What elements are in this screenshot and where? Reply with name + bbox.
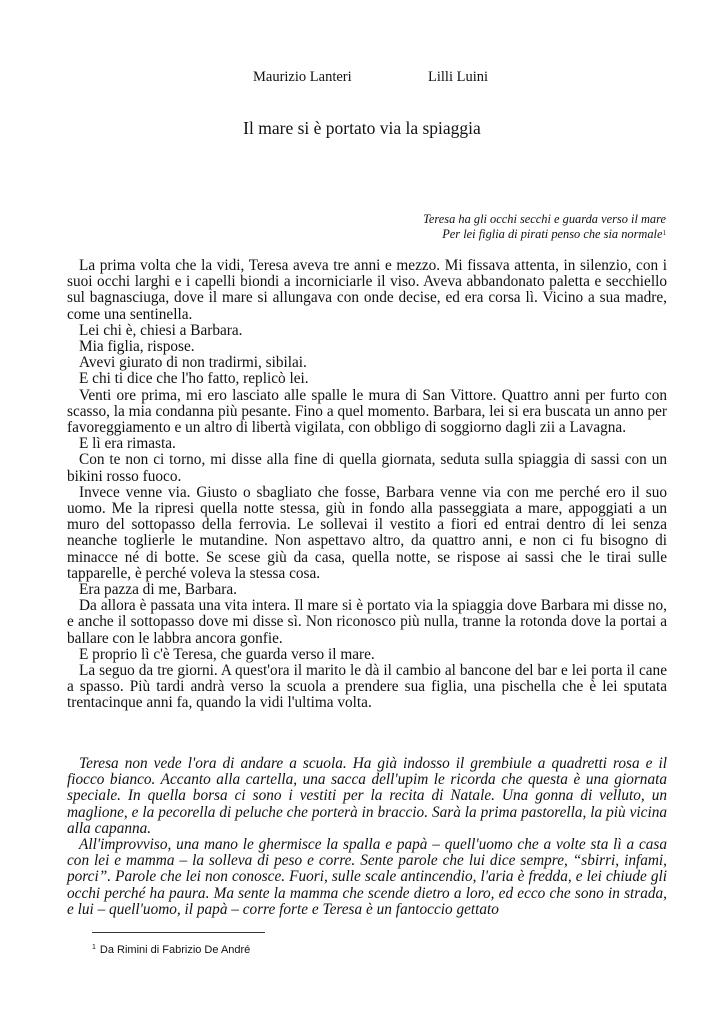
footnote	[92, 942, 250, 958]
footnote-mark: 1	[92, 944, 96, 951]
paragraph: Lei chi è, chiesi a Barbara.	[79, 321, 243, 339]
paragraph: E lì era rimasta.	[79, 435, 176, 453]
italic-paragraph: Teresa non vede l'ora di andare a scuola. Ha già indosso il grembiule a quadretti rosa e il fiocco bianco. Accanto alla cartella, una sacca dell'upim le ricorda che questa è una giornata speciale. In quella borsa ci sono i vestiti per la recita di Natale. Una gonna di velluto, un maglione, e la pecorella di peluche che porterà in braccio. Sarà la prima pastorella, la più vicina alla capanna.	[67, 755, 667, 837]
paragraph: La seguo da tre giorni. A quest'ora il marito le dà il cambio al bancone del bar e lei porta il cane a spasso. Più tardi andrà verso la scuola a prendere sua figlia, una pischella che è lei sputata trentacinque anni fa, quando la vidi l'ultima volta.	[67, 662, 667, 712]
document-title: Il mare si è portato via la spiaggia	[243, 118, 481, 138]
epigraph	[423, 212, 666, 242]
paragraph: Avevi giurato di non tradirmi, sibilai.	[79, 354, 307, 372]
author-name: Lilli Luini	[428, 69, 489, 85]
paragraph: Mia figlia, rispose.	[79, 338, 195, 356]
italic-paragraph: All'improvviso, una mano le ghermisce la spalla e papà – quell'uomo che a volte sta lì a casa con lei e mamma – la solleva di peso e corre. Sente parole che lui dice sempre, “sbirri, infami, porci”. Parole che lei non conosce. Fuori, sulle scale antincendio, l'aria è fredda, e lei chiude gli occhi perché ha paura. Ma sente la mamma che scende dietro a loro, ed ecco che sono in strada, e lui – quell'uomo, il papà – corre forte e Teresa è un fantoccio gettato	[67, 836, 667, 918]
paragraph: Invece venne via. Giusto o sbagliato che fosse, Barbara venne via con me perché ero il suo uomo. Me la ripresi quella notte stessa, giù in fondo alla passeggiata a mare, appoggiati a un muro del sottopasso della ferrovia. Le sollevai il vestito a fiori ed entrai dentro di lei senza neanche toglierle le mutandine. Non aspettavo altro, da quattro anni, e non ci fu bisogno di minacce né di botte. Se scese giù da casa, quella notte, se rispose ai sassi che le tirai sulle tapparelle, è perché voleva la stessa cosa.	[67, 483, 667, 582]
epigraph-line: Teresa ha gli occhi secchi e guarda verso il mare	[423, 212, 666, 226]
paragraph: Venti ore prima, mi ero lasciato alle spalle le mura di San Vittore. Quattro anni per furto con scasso, la mia condanna più pesante. Fino a quel momento. Barbara, lei si era buscata un anno per favoreggiamento e un altro di libertà vigilata, con obbligo di soggiorno dagli zii a Lavagna.	[67, 386, 667, 437]
paragraph: E chi ti dice che l'ho fatto, replicò lei.	[79, 370, 309, 388]
paragraph: Con te non ci torno, mi disse alla fine di quella giornata, seduta sulla spiaggia di sassi con un bikini rosso fuoco.	[67, 451, 667, 485]
epigraph-line	[423, 227, 666, 242]
footnote-text: Da Rimini di Fabrizio De André	[99, 944, 251, 956]
paragraph: Da allora è passata una vita intera. Il mare si è portato via la spiaggia dove Barbara mi disse no, e anche il sottopasso dove mi disse sì. Non riconosco più nulla, tranne la rotonda dove la portai a ballare con le labbra ancora gonfie.	[67, 597, 667, 647]
story-body	[67, 258, 667, 712]
italic-section	[67, 756, 667, 918]
paragraph: Era pazza di me, Barbara.	[79, 581, 237, 599]
author-line	[0, 69, 724, 89]
paragraph: E proprio lì c'è Teresa, che guarda verso il mare.	[79, 645, 375, 663]
footnote-separator	[92, 932, 265, 933]
paragraph: La prima volta che la vidi, Teresa aveva tre anni e mezzo. Mi fissava attenta, in silenzio, con i suoi occhi larghi e i capelli biondi a incorniciarle il viso. Aveva abbandonato paletta e secchiello sul bagnasciuga, dove il mare si allungava con onde decise, ed era corsa lì. Vicino a sua madre, come una sentinella.	[67, 257, 667, 323]
epigraph-line-text: Per lei figlia di pirati penso che sia normale	[442, 227, 663, 242]
author-name: Maurizio Lanteri	[253, 69, 352, 85]
footnote-reference[interactable]: 1	[662, 229, 666, 238]
